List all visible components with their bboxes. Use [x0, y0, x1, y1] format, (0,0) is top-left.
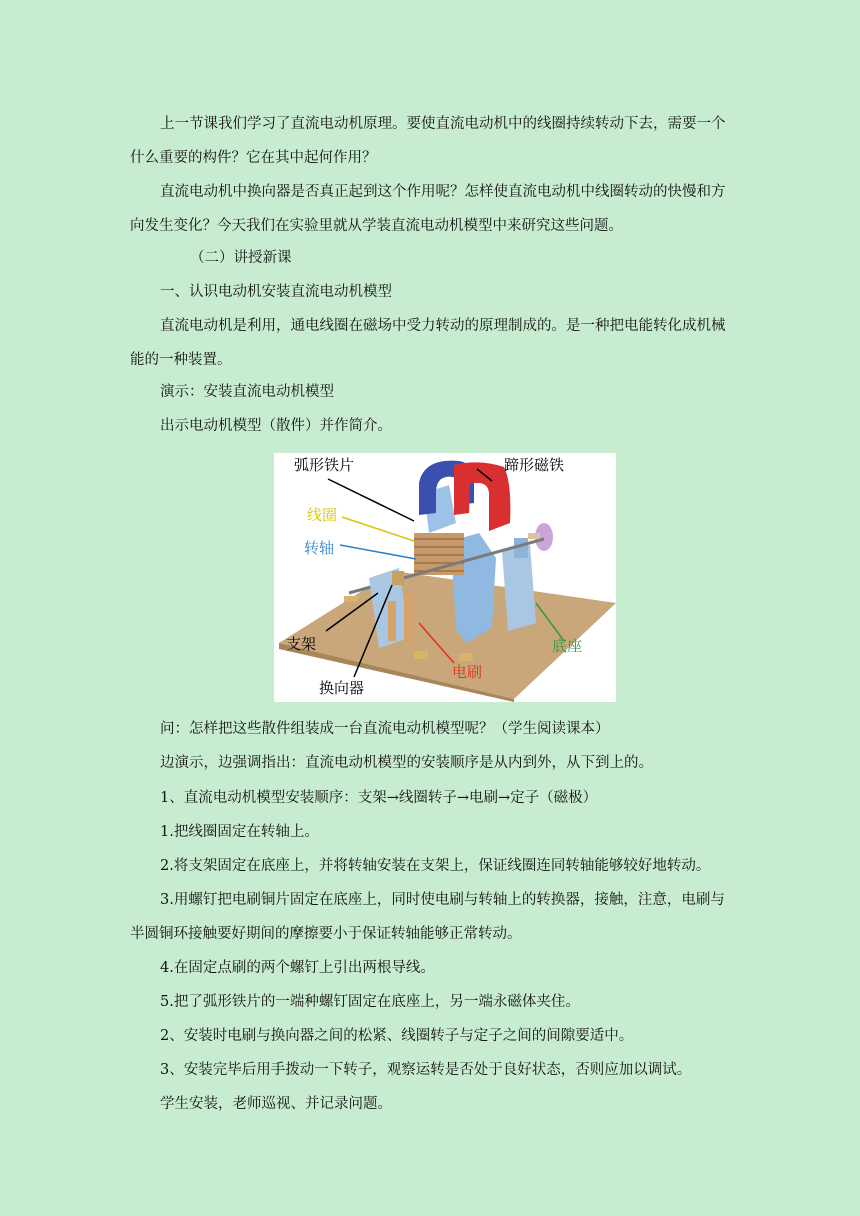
label-bracket: 支架 [286, 635, 317, 653]
list-item-note-3: 3、安装完毕后用手拨动一下转子，观察运转是否处于良好状态，否则应加以调试。 [160, 1062, 692, 1078]
label-horseshoe-magnet: 蹄形磁铁 [504, 456, 565, 474]
list-item-step-1: 1.把线圈固定在转轴上。 [160, 824, 319, 840]
paragraph-assembly-question: 问：怎样把这些散件组装成一台直流电动机模型呢？（学生阅读课本） [160, 721, 610, 737]
list-item-note-2: 2、安装时电刷与换向器之间的松紧、线圈转子与定子之间的间隙要适中。 [160, 1028, 634, 1044]
paragraph-question: 直流电动机中换向器是否真正起到这个作用呢？怎样使直流电动机中线圈转动的快慢和方向发生变化？今天我们在实验里就从学装直流电动机模型中来研究这些问题。 [130, 184, 726, 234]
label-base: 底座 [552, 637, 583, 655]
list-item-step-5: 5.把了弧形铁片的一端种螺钉固定在底座上，另一端永磁体夹住。 [160, 994, 580, 1010]
paragraph-show-parts: 出示电动机模型（散件）并作简介。 [160, 418, 392, 434]
paragraph-intro: 上一节课我们学习了直流电动机原理。要使直流电动机中的线圈持续转动下去，需要一个什么重要的构件？它在其中起何作用？ [130, 116, 726, 166]
motor-model-illustration [274, 453, 616, 702]
label-commutator: 换向器 [319, 679, 365, 697]
label-coil: 线圈 [307, 506, 338, 524]
list-item-order: 1、直流电动机模型安装顺序：支架→线圈转子→电刷→定子（磁极） [160, 790, 598, 806]
list-item-step-4: 4.在固定点刷的两个螺钉上引出两根导线。 [160, 960, 435, 976]
paragraph-demo: 演示：安装直流电动机模型 [160, 384, 334, 400]
motor-model-figure [274, 453, 616, 702]
list-item-step-2: 2.将支架固定在底座上，并将转轴安装在支架上，保证线圈连同转轴能够较好地转动。 [160, 858, 711, 874]
paragraph-demo-emphasis: 边演示，边强调指出：直流电动机模型的安装顺序是从内到外，从下到上的。 [160, 755, 653, 771]
label-brush: 电刷 [452, 663, 483, 681]
section-heading-new-lesson: （二）讲授新课 [190, 250, 292, 266]
label-arc-iron: 弧形铁片 [294, 456, 355, 474]
paragraph-definition: 直流电动机是利用，通电线圈在磁场中受力转动的原理制成的。是一种把电能转化成机械能的一种装置。 [130, 318, 726, 368]
label-shaft: 转轴 [304, 539, 335, 557]
section-heading-1: 一、认识电动机安装直流电动机模型 [160, 284, 392, 300]
paragraph-students-install: 学生安装，老师巡视、并记录问题。 [160, 1096, 392, 1112]
list-item-step-3: 3.用螺钉把电刷铜片固定在底座上，同时使电刷与转轴上的转换器，接触，注意，电刷与半圆铜环接触要好期间的摩擦要小于保证转轴能够正常转动。 [130, 892, 725, 942]
